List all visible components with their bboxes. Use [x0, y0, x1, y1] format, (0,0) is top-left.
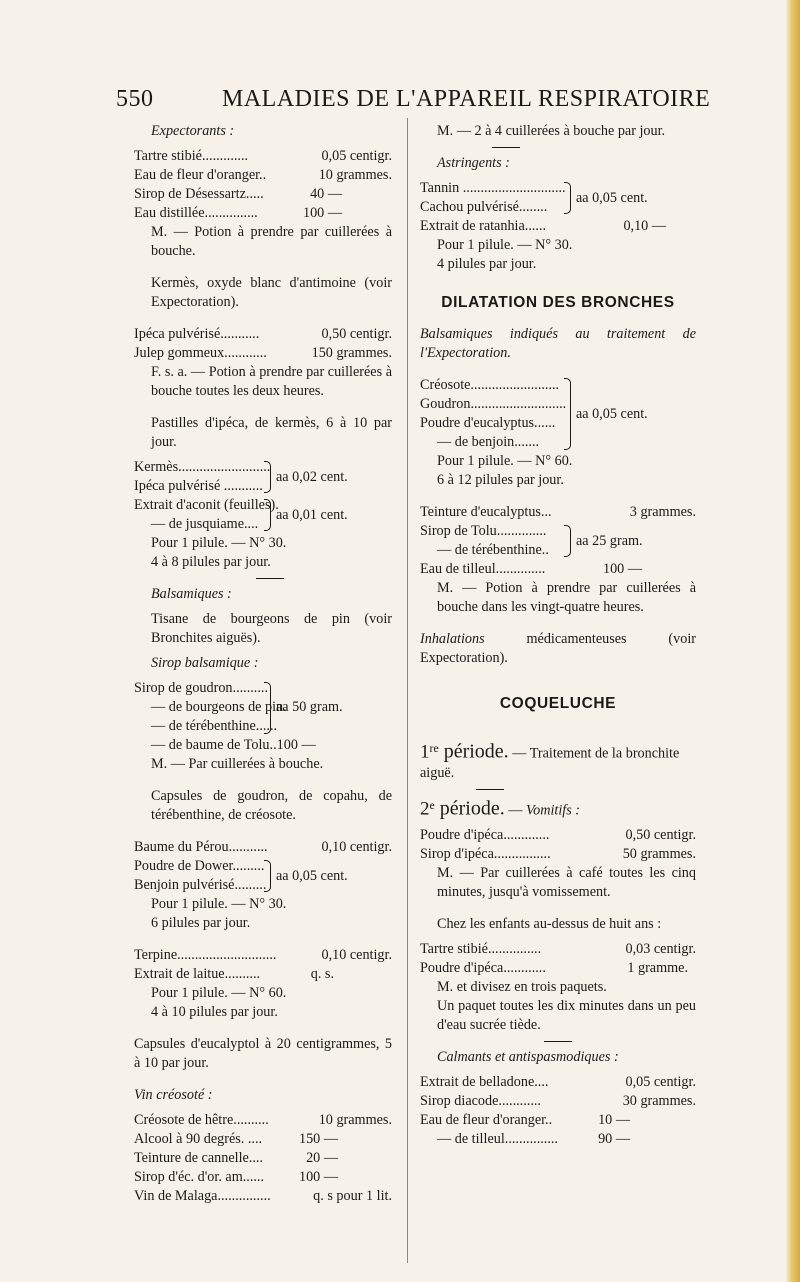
brace-group: Sirop de goudron.......... — de bourgeons de pin. — de térébenthine...... aa 50 gram.: [134, 680, 343, 734]
paragraph: Capsules de goudron, de copahu, de térébenthine, de créosote.: [151, 788, 392, 823]
right-column: [420, 122, 696, 1149]
recipe-line: — de tilleul............... 90 —: [437, 1131, 630, 1148]
section-title: COQUELUCHE: [499, 695, 617, 712]
recipe-line: Eau de fleur d'oranger.. 10 —: [420, 1112, 630, 1129]
brace-group: Extrait d'aconit (feuilles). — de jusquiame.... aa 0,01 cent.: [134, 497, 348, 532]
paragraph: Inhalations médicamenteuses (voir Expectoration).: [420, 631, 696, 666]
recipe-line: Terpine............................ 0,10 centigr.: [134, 947, 392, 963]
pill-note: 6 à 12 pilules par jour.: [437, 472, 564, 488]
section-heading: Sirop balsamique :: [151, 655, 259, 671]
recipe-line: Tartre stibié............. 0,05 centigr.: [134, 148, 392, 164]
recipe-line: Julep gommeux............ 150 grammes.: [134, 345, 392, 361]
paragraph: Kermès, oxyde blanc d'antimoine (voir Expectoration).: [151, 275, 392, 310]
recipe-line: Extrait de ratanhia...... 0,10 —: [420, 218, 666, 234]
section-heading: Vin créosoté :: [134, 1087, 213, 1103]
instruction: M. — Par cuillerées à bouche.: [151, 756, 324, 772]
pill-note: Pour 1 pilule. — N° 30.: [151, 535, 287, 551]
recipe-line: Eau distillée............... 100 —: [134, 205, 342, 221]
recipe-line: Baume du Pérou........... 0,10 centigr.: [134, 839, 392, 855]
recipe-line: Extrait de laitue.......... q. s.: [134, 966, 334, 982]
recipe-line: Tartre stibié............... 0,03 centigr.: [420, 941, 696, 958]
section-heading: Balsamiques :: [151, 586, 232, 602]
recipe-line: Poudre d'ipéca............. 0,50 centigr.: [420, 827, 696, 844]
instruction: M. — Par cuillerées à café toutes les cinq minutes, jusqu'à vomissement.: [437, 865, 696, 901]
pill-note: Pour 1 pilule. — N° 60.: [437, 453, 573, 469]
pill-note: 4 à 8 pilules par jour.: [151, 554, 271, 570]
brace-group: Tannin ............................. Cachou pulvérisé........ aa 0,05 cent.: [420, 180, 648, 215]
period-heading: 2e période. — Vomitifs :: [420, 797, 581, 820]
recipe-line: Vin de Malaga............... q. s pour 1 lit.: [134, 1188, 392, 1204]
recipe-line: Sirop d'ipéca................ 50 grammes.: [420, 846, 696, 863]
left-column: [134, 122, 392, 1206]
recipe-line: Alcool à 90 degrés. .... 150 —: [134, 1131, 338, 1147]
paragraph: Chez les enfants au-dessus de huit ans :: [437, 916, 662, 933]
recipe-line: Ipéca pulvérisé........... 0,50 centigr.: [134, 326, 392, 342]
brace-group: Poudre de Dower......... Benjoin pulvérisé......... aa 0,05 cent.: [134, 858, 348, 893]
pill-note: 4 à 10 pilules par jour.: [151, 1004, 278, 1020]
pill-note: 4 pilules par jour.: [437, 256, 537, 272]
instruction: M. — Potion à prendre par cuillerées à bouche.: [151, 224, 392, 259]
running-title: MALADIES DE L'APPAREIL RESPIRATOIRE: [222, 86, 711, 112]
section-heading: Astringents :: [437, 155, 510, 171]
recipe-line: Poudre d'ipéca............ 1 gramme.: [420, 960, 688, 977]
brace-group: Créosote......................... Goudron........................... Poudre d'eucalyptus...... — de benjoin....... aa 0,05 cent.: [420, 377, 648, 450]
paragraph: Un paquet toutes les dix minutes dans un peu d'eau sucrée tiède.: [437, 998, 696, 1034]
paragraph: Capsules d'eucalyptol à 20 centigrammes, 5 à 10 par jour.: [134, 1036, 392, 1071]
section-title: DILATATION DES BRONCHES: [441, 294, 675, 311]
recipe-line: Teinture de cannelle.... 20 —: [134, 1150, 338, 1166]
instruction: M. — 2 à 4 cuillerées à bouche par jour.: [437, 123, 666, 139]
paragraph: Balsamiques indiqués au traitement de l'Expectoration.: [420, 326, 696, 361]
recipe-line: Sirop de Désessartz..... 40 —: [134, 186, 342, 202]
recipe-line: Sirop d'éc. d'or. am...... 100 —: [134, 1169, 338, 1185]
column-divider: [407, 118, 408, 1263]
recipe-line: Teinture d'eucalyptus... 3 grammes.: [420, 504, 696, 520]
page-edge: [786, 0, 800, 1282]
pill-note: Pour 1 pilule. — N° 60.: [151, 985, 287, 1001]
paragraph: Pastilles d'ipéca, de kermès, 6 à 10 par jour.: [151, 415, 392, 450]
recipe-line: Extrait de belladone.... 0,05 centigr.: [420, 1074, 696, 1091]
pill-note: Pour 1 pilule. — N° 30.: [437, 237, 573, 253]
recipe-line: Eau de fleur d'oranger.. 10 grammes.: [134, 167, 392, 183]
brace-group: Kermès.......................... Ipéca pulvérisé ........... aa 0,02 cent.: [134, 459, 348, 494]
recipe-line: Créosote de hêtre.......... 10 grammes.: [134, 1112, 392, 1128]
recipe-line: — de baume de Tolu.. 100 —: [151, 737, 316, 753]
recipe-line: Eau de tilleul.............. 100 —: [420, 561, 642, 577]
section-heading: Expectorants :: [151, 123, 235, 139]
pill-note: Pour 1 pilule. — N° 30.: [151, 896, 287, 912]
recipe-line: Sirop diacode............ 30 grammes.: [420, 1093, 696, 1110]
section-heading: Calmants et antispasmodiques :: [437, 1049, 619, 1066]
pill-note: 6 pilules par jour.: [151, 915, 251, 931]
paragraph: Tisane de bourgeons de pin (voir Bronchites aiguës).: [151, 611, 392, 646]
brace-group: Sirop de Tolu.............. — de térébenthine.. aa 25 gram.: [420, 523, 643, 558]
instruction: M. et divisez en trois paquets.: [437, 979, 607, 996]
period-heading: 1re période. — Traitement de la bronchite aiguë.: [420, 740, 680, 781]
instruction: F. s. a. — Potion à prendre par cuillerées à bouche toutes les deux heures.: [151, 364, 392, 399]
instruction: M. — Potion à prendre par cuillerées à bouche dans les vingt-quatre heures.: [437, 580, 696, 615]
page-number: 550: [116, 86, 154, 112]
